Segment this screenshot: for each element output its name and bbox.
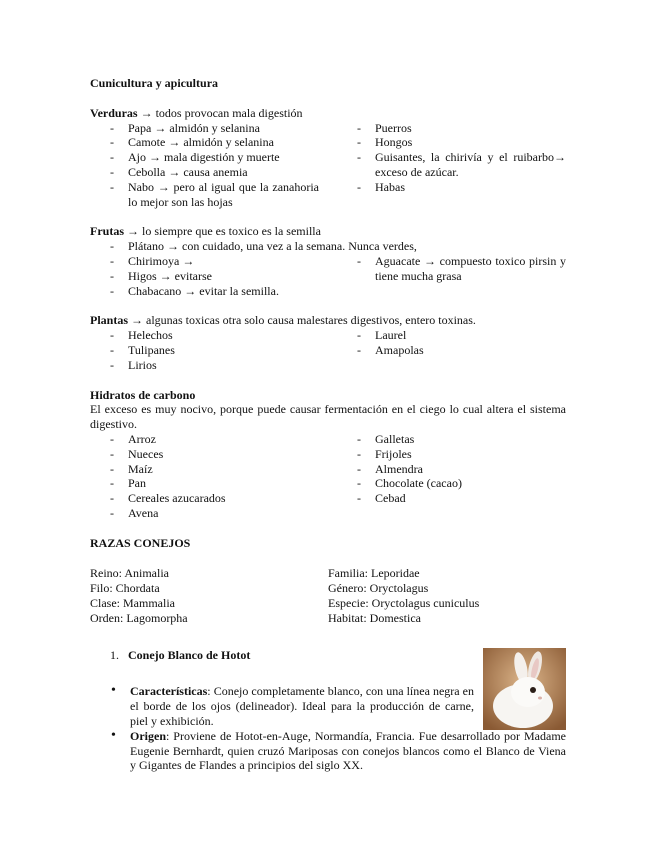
list-item: - Papa → almidón y selanina <box>90 121 319 136</box>
taxonomy-right <box>328 566 566 626</box>
list-item: - Avena <box>90 506 319 521</box>
document-page <box>90 76 566 773</box>
rabbit-illustration <box>483 648 566 730</box>
frutas-full-item: - Plátano → con cuidado, una vez a la semana. Nunca verdes, <box>90 239 566 254</box>
rabbit-photo <box>483 648 566 730</box>
list-item: - Tulipanes <box>90 343 319 358</box>
list-item: - Arroz <box>90 432 319 447</box>
list-item: - Cereales azucarados <box>90 491 319 506</box>
taxonomy-entry: Orden: Lagomorpha <box>90 610 188 625</box>
taxonomy <box>90 566 566 626</box>
list-item: - Lirios <box>90 358 319 373</box>
frutas-list-right <box>337 254 566 284</box>
list-item: - Maíz <box>90 462 319 477</box>
list-item: - Helechos <box>90 328 319 343</box>
plantas-list-right <box>337 328 566 358</box>
verduras-desc: → todos provocan mala digestión <box>140 105 303 120</box>
verduras-label: Verduras <box>90 105 138 120</box>
taxonomy-entry: Reino: Animalia <box>90 565 169 580</box>
taxonomy-entry: Filo: Chordata <box>90 580 160 595</box>
list-item: - Nueces <box>90 447 319 462</box>
taxonomy-entry: Especie: Oryctolagus cuniculus <box>328 595 480 610</box>
frutas-heading <box>90 224 566 239</box>
list-item: - Almendra <box>337 462 566 477</box>
breed-number: 1. <box>110 647 119 662</box>
breed-origen <box>90 729 566 773</box>
section-plantas <box>90 313 566 372</box>
list-item: - Amapolas <box>337 343 566 358</box>
hidratos-list-left <box>90 432 319 521</box>
list-item: - Laurel <box>337 328 566 343</box>
origen-label: Origen <box>130 728 166 743</box>
plantas-desc: → algunas toxicas otra solo causa malestares digestivos, entero toxinas. <box>131 313 476 328</box>
hidratos-heading: Hidratos de carbono <box>90 387 196 402</box>
verduras-heading <box>90 106 566 121</box>
taxonomy-entry: Género: Oryctolagus <box>328 580 429 595</box>
list-item: - Cebolla → causa anemia <box>90 165 319 180</box>
plantas-label: Plantas <box>90 313 129 328</box>
section-frutas <box>90 224 566 298</box>
breed-caracteristicas <box>90 684 474 728</box>
list-item: - Camote → almidón y selanina <box>90 135 319 150</box>
list-item: - Puerros <box>337 121 566 136</box>
caracteristicas-label: Características <box>130 684 208 699</box>
taxonomy-entry: Habitat: Domestica <box>328 610 421 625</box>
breed-section <box>90 648 566 774</box>
list-item: - Pan <box>90 476 319 491</box>
origen-text: : Proviene de Hotot-en-Auge, Normandía, Francia. Fue desarrollado por Madame Eugenie Bernhardt, quien cruzó Mariposas con conejos blancos como el Blanco de Viena y Gigantes de Flandes a principios del siglo XX. <box>130 728 566 773</box>
list-item: - Cebad <box>337 491 566 506</box>
list-item: - Habas <box>337 180 566 195</box>
breed-name: Conejo Blanco de Hotot <box>128 647 251 662</box>
document-title: Cunicultura y apicultura <box>90 76 219 90</box>
list-item: - Chabacano → evitar la semilla. <box>90 284 319 299</box>
frutas-list-left <box>90 254 319 298</box>
list-item: - Higos → evitarse <box>90 269 319 284</box>
list-item: - Chirimoya → <box>90 254 319 269</box>
list-item: - Aguacate → compuesto toxico pirsin y tiene mucha grasa <box>337 254 566 284</box>
plantas-list-left <box>90 328 319 372</box>
razas-title: RAZAS CONEJOS <box>90 535 191 550</box>
list-item: - Frijoles <box>337 447 566 462</box>
verduras-list-left <box>90 121 319 210</box>
section-verduras <box>90 106 566 210</box>
taxonomy-entry: Clase: Mammalia <box>90 595 175 610</box>
hidratos-list-right <box>337 432 566 506</box>
caracteristicas-text: : Conejo completamente blanco, con una línea negra en el borde de los ojos (delineador). Ideal para la producción de carne, piel y exhibición. <box>130 684 474 728</box>
list-item: - Galletas <box>337 432 566 447</box>
taxonomy-entry: Familia: Leporidae <box>328 565 420 580</box>
verduras-list-right <box>337 121 566 195</box>
hidratos-desc: El exceso es muy nocivo, porque puede causar fermentación en el ciego lo cual altera el sistema digestivo. <box>90 402 566 432</box>
section-hidratos <box>90 388 566 521</box>
taxonomy-left <box>90 566 328 626</box>
list-item: - Nabo → pero al igual que la zanahoria lo mejor son las hojas <box>90 180 319 210</box>
frutas-label: Frutas <box>90 224 124 239</box>
list-item: - Ajo → mala digestión y muerte <box>90 150 319 165</box>
frutas-desc: → lo siempre que es toxico es la semilla <box>127 224 321 239</box>
list-item: - Hongos <box>337 135 566 150</box>
list-item: - Chocolate (cacao) <box>337 476 566 491</box>
list-item: - Guisantes, la chirivía y el ruibarbo→ exceso de azúcar. <box>337 150 566 180</box>
plantas-heading <box>90 313 566 328</box>
